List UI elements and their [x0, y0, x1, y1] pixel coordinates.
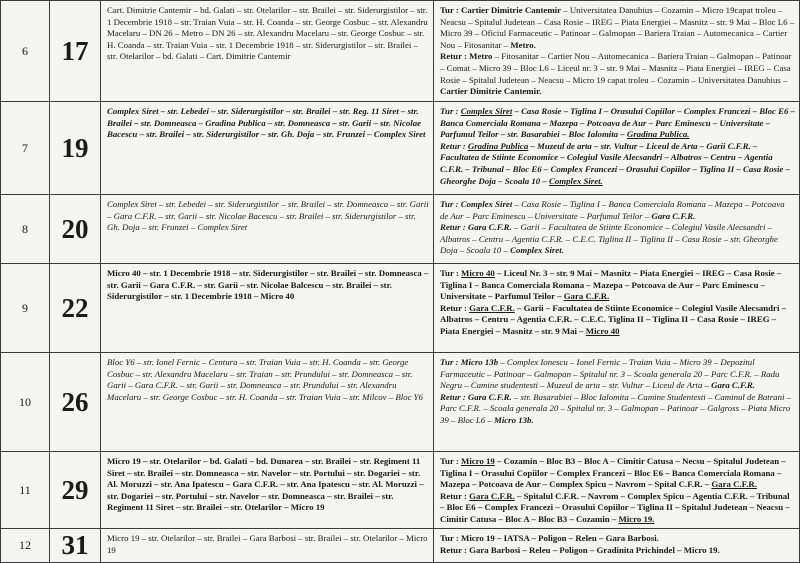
direction-label: Tur : — [440, 456, 462, 466]
outbound-stops — [440, 5, 795, 51]
stop-text: Cartier Dimitrie Cantemir — [461, 5, 562, 15]
stop-text: Metro — [469, 51, 493, 62]
outbound-stops — [440, 533, 795, 545]
stop-text: Complex Siret. — [510, 245, 564, 256]
row-index: 8 — [1, 195, 50, 264]
direction-label: Tur : — [440, 357, 461, 367]
routes-table-body — [1, 1, 800, 563]
return-stops — [440, 141, 795, 187]
outbound-stops — [440, 268, 795, 303]
direction-label: Tur : — [440, 106, 461, 116]
route-row — [1, 529, 800, 563]
route-number: 31 — [50, 529, 101, 563]
route-row — [1, 452, 800, 529]
route-stops — [434, 195, 800, 264]
route-stops — [434, 353, 800, 452]
row-index: 12 — [1, 529, 50, 563]
stop-text: Complex Siret — [460, 199, 513, 209]
stop-text: – Complex Ionescu – Ionel Fernic – Traian Vuia – Micro 39 – Depozitul Farmaceutic – Patinoar – Galmopan – Spitalul nr. 3 – Scoala generala 20 – Parc C.F.R. – Radu Negru – Camine studentesti – Muzeul de arta – str. Vultur – Liceul de Arta – — [440, 357, 780, 391]
outbound-stops — [440, 106, 795, 141]
return-stops — [440, 491, 795, 526]
stop-text: Complex Siret. — [549, 175, 603, 186]
route-streets: Micro 19 – str. Otelarilor – bd. Galati – bd. Dunarea – str. Brailei – str. Regiment 11 Siret – str. Brailei – str. Domneasca – str. Navelor – str. Portului – str. Dogariei – str. Al. Moruzzi – str. Ana Ipatescu – Gara C.F.R. – str. Ana Ipatescu – str. Al. Moruzzi – str. Dogariei – str. Portului – str. Navelor – str. Domneasca – str. Brailei – str. Regiment 11 Siret – str. Brailei – str. Otelarilor – Micro 19 — [101, 452, 434, 529]
route-streets: Cart. Dimitrie Cantemir – bd. Galati – str. Otelarilor – str. Brailei – str. Siderurgistilor – str. 1 Decembrie 1918 – str. Traian Vuia – str. H. Coanda – str. George Cosbuc – str. Alexandru Macelaru – DN 26 – Metro – DN 26 – str. Alexandru Macelaru – str. George Cosbuc – str. H. Coanda – str. Traian Vuia – str. 1 Decembrie 1918 – str. Siderurgistilor – str. Brailei – str. Otelarilor – bd. Galati – Cart. Dimitrie Cantemir — [101, 1, 434, 102]
stop-text: – Universitatea Danubius – Cozamin – Micro 19capat troleu – Neacsu – Spitalul Judetean – Casa Rosie – IREG – Piata Energiei – Masnitz – str. 9 Mai – Bloc L6 – Micro 39 – Oficiul Farmaceutic – Patinoar – Galmopan – Bariera Traian – Automecanica – Cartier Nou – Fitosanitar – — [440, 5, 795, 50]
route-streets: Complex Siret – str. Lebedei – str. Siderurgistilor – str. Brailei – str. Domneasca – str. Garii – Gara C.F.R. – str. Garii – str. Nicolae Bacescu – str. Brailei – str. Siderurgistilor – str. Gh. Doja – str. Frunzei – Complex Siret — [101, 195, 434, 264]
stop-text: – str. Basarabiei – Bloc Ialomita – Camine Studentesti – Caminul de Batrani – Parc C.F.R. – Scoala generala 20 – Spitalul nr. 3 – Galmopan – Patinoar – Galgross – Piata Micro 39 – Bloc L6 – — [440, 391, 792, 426]
stop-text: Micro 19. — [618, 514, 655, 525]
route-row — [1, 353, 800, 452]
return-stops — [440, 545, 795, 557]
stop-text: Gara C.F.R. — [651, 210, 696, 221]
direction-label: Retur : — [440, 391, 468, 402]
outbound-stops — [440, 199, 795, 222]
stop-text: Gara C.F.R. — [711, 479, 757, 490]
route-number: 17 — [50, 1, 101, 102]
row-index: 9 — [1, 264, 50, 353]
return-stops — [440, 222, 795, 257]
stop-text: Gara C.F.R. — [469, 302, 515, 313]
stop-text: Metro. — [510, 39, 536, 50]
route-stops — [434, 1, 800, 102]
stop-text: Gradina Publica — [467, 140, 529, 151]
stop-text: Gara C.F.R. — [563, 291, 610, 302]
route-stops — [434, 264, 800, 353]
direction-label: Retur : — [440, 544, 470, 555]
route-row — [1, 264, 800, 353]
return-stops — [440, 303, 795, 338]
route-number: 29 — [50, 452, 101, 529]
route-stops — [434, 529, 800, 563]
direction-label: Retur : — [440, 222, 468, 233]
direction-label: Tur : — [440, 268, 462, 278]
route-streets: Bloc Y6 – str. Ionel Fernic – Centura – str. Traian Vuia – str. H. Coanda – str. George Cosbuc – str. Alexandru Macelaru – str. Traian – str. Prundului – str. Domneasca – str. Garii – Gara C.F.R. – str. Garii – str. Domneasca – str. Prundului – str. Alexandru Macelaru – str. George Cosbuc – str. H. Coanda – str. Traian Vuia – str. Milcov – Bloc Y6 — [101, 353, 434, 452]
stop-text: Micro 19 — [461, 456, 495, 466]
return-stops — [440, 51, 795, 97]
row-index: 6 — [1, 1, 50, 102]
stop-text: Complex Siret — [460, 106, 513, 116]
outbound-stops — [440, 456, 795, 491]
stop-text: – Fitosanitar – Cartier Nou – Automecanica – Bariera Traian – Galmopan – Patinoar – Comat – Micro 39 – Bloc L6 – Liceul nr. 3 – str. 9 Mai – Masnitz – Piata Energiei – IREG – Casa Rosie – Spitalul Judetean – Neacsu – Micro 19 capat troleu – Cozamin – Universitatea Danubius – — [440, 51, 792, 85]
direction-label: Retur : — [440, 51, 470, 62]
stop-text: Micro 19 – IATSA – Poligon – Releu – Gara Barbosi. — [461, 533, 659, 543]
stop-text: Micro 13b. — [494, 415, 534, 426]
stop-text: – Liceul Nr. 3 – str. 9 Mai – Masnitz – Piata Energiei – IREG – Casa Rosie – Tiglina I – Banca Comerciala Romana – Mazepa – Potcoava de Aur – Parc Eminescu – Universitate – Parfumul Teilor – — [440, 268, 782, 302]
route-stops — [434, 102, 800, 195]
direction-label: Retur : — [440, 490, 470, 501]
direction-label: Tur : — [440, 5, 462, 15]
stop-text: Gara C.F.R. — [467, 222, 512, 233]
route-number: 26 — [50, 353, 101, 452]
stop-text: – Spitalul C.F.R. – Navrom – Complex Spicu – Agentia C.F.R. – Tribunal – Bloc E6 – Complex Francezi – Orasului Copiilor – Tiglina II – Spitalul Judetean – Neacsu – Cimitir Catusa – Bloc A – Bloc B3 – Cozamin – — [440, 490, 790, 525]
direction-label: Retur : — [440, 140, 468, 151]
route-row — [1, 102, 800, 195]
stop-text: Micro 40 — [585, 326, 620, 337]
stop-text: Micro 13b — [460, 357, 499, 367]
route-streets: Micro 19 – str. Otelarilor – str. Brailei – Gara Barbosi – str. Brailei – str. Otelarilor – Micro 19 — [101, 529, 434, 563]
route-stops — [434, 452, 800, 529]
stop-text: Gradina Publica. — [626, 129, 690, 140]
route-number: 22 — [50, 264, 101, 353]
stop-text: Micro 40 — [461, 268, 495, 278]
row-index: 11 — [1, 452, 50, 529]
stop-text: – Casa Rosie – Tiglina I – Orasului Copiilor – Complex Francezi – Bloc E6 – Banca Comerciala Romana – Mazepa – Potcoava de Aur – Parc Eminescu – Universitate – Parfumul Teilor – str. Basarabiei – Bloc Ialomita – — [440, 106, 795, 140]
return-stops — [440, 392, 795, 427]
route-number: 19 — [50, 102, 101, 195]
stop-text: – Casa Rosie – Tiglina I – Banca Comerciala Romana – Mazepa – Potcoava de Aur – Parc Eminescu – Universitate – Parfumul Teilor – — [440, 199, 785, 221]
route-streets: Micro 40 – str. 1 Decembrie 1918 – str. Siderurgistilor – str. Brailei – str. Domneasca – str. Garii – Gara C.F.R. – str. Garii – str. Nicolae Balcescu – str. Brailei – str. Siderurgistilor – str. 1 Decembrie 1918 – Micro 40 — [101, 264, 434, 353]
route-row — [1, 1, 800, 102]
stop-text: Gara Barbosi – Releu – Poligon – Gradinita Prichindel – Micro 19. — [469, 544, 720, 555]
direction-label: Tur : — [440, 199, 461, 209]
route-streets: Complex Siret – str. Lebedei – str. Siderurgistilor – str. Brailei – str. Reg. 11 Siret – str. Brailei – str. Domneasca – Gradina Publica – str. Domneasca – str. Garii – str. Nicolae Bacescu – str. Brailei – str. Siderurgistilor – str. Gh. Doja – str. Frunzei – Complex Siret — [101, 102, 434, 195]
row-index: 10 — [1, 353, 50, 452]
outbound-stops — [440, 357, 795, 392]
direction-label: Tur : — [440, 533, 462, 543]
stop-text: Gara C.F.R. — [711, 380, 755, 391]
row-index: 7 — [1, 102, 50, 195]
stop-text: Gara C.F.R. — [467, 391, 512, 402]
stop-text: – Cozamin – Bloc B3 – Bloc A – Cimitir Catusa – Necsu – Spitalul Judetean – Tiglina I – Orasului Copiilor – Complex Francezi – Bloc E6 – Banca Comerciala Romana – Mazepa – Potcoava de Aur – Complex Spicu – Navrom – Spital C.F.R. – — [440, 456, 786, 490]
stop-text: – Muzeul de arta – str. Vultur – Liceul de Arta – Garii C.F.R. – Facultatea de Stiinte Economice – Colegiul Vasile Alecsandri – Albatros – Centru – Agentia C.F.R. – Tribunal – Bloc E6 – Complex Francezi – Orasului Copiilor – Tiglina II – Casa Rosie – Gheorghe Doja – Scoala 10 – — [440, 140, 790, 186]
stop-text: – Garii – Facultatea de Stiinte Economice – Colegiul Vasile Alecsandri – Albatros – Centru – Agentia C.F.R. – C.E.C. Tiglina II – Tiglina II – Casa Rosie – IREG – Piata Energiei – Masnitz – str. 9 Mai – — [440, 302, 787, 337]
route-number: 20 — [50, 195, 101, 264]
direction-label: Retur : — [440, 302, 470, 313]
route-row — [1, 195, 800, 264]
stop-text: Gara C.F.R. — [469, 490, 515, 501]
stop-text: – Garii – Facultatea de Stiinte Economice – Colegiul Vasile Alecsandri – Albatros – Centru – Agentia C.F.R. – C.E.C. Tiglina II – Tiglina II – Casa Rosie – str. Gheorghe Doja – Scoala 10 – — [440, 222, 778, 256]
stop-text: Cartier Dimitrie Cantemir. — [440, 86, 542, 97]
